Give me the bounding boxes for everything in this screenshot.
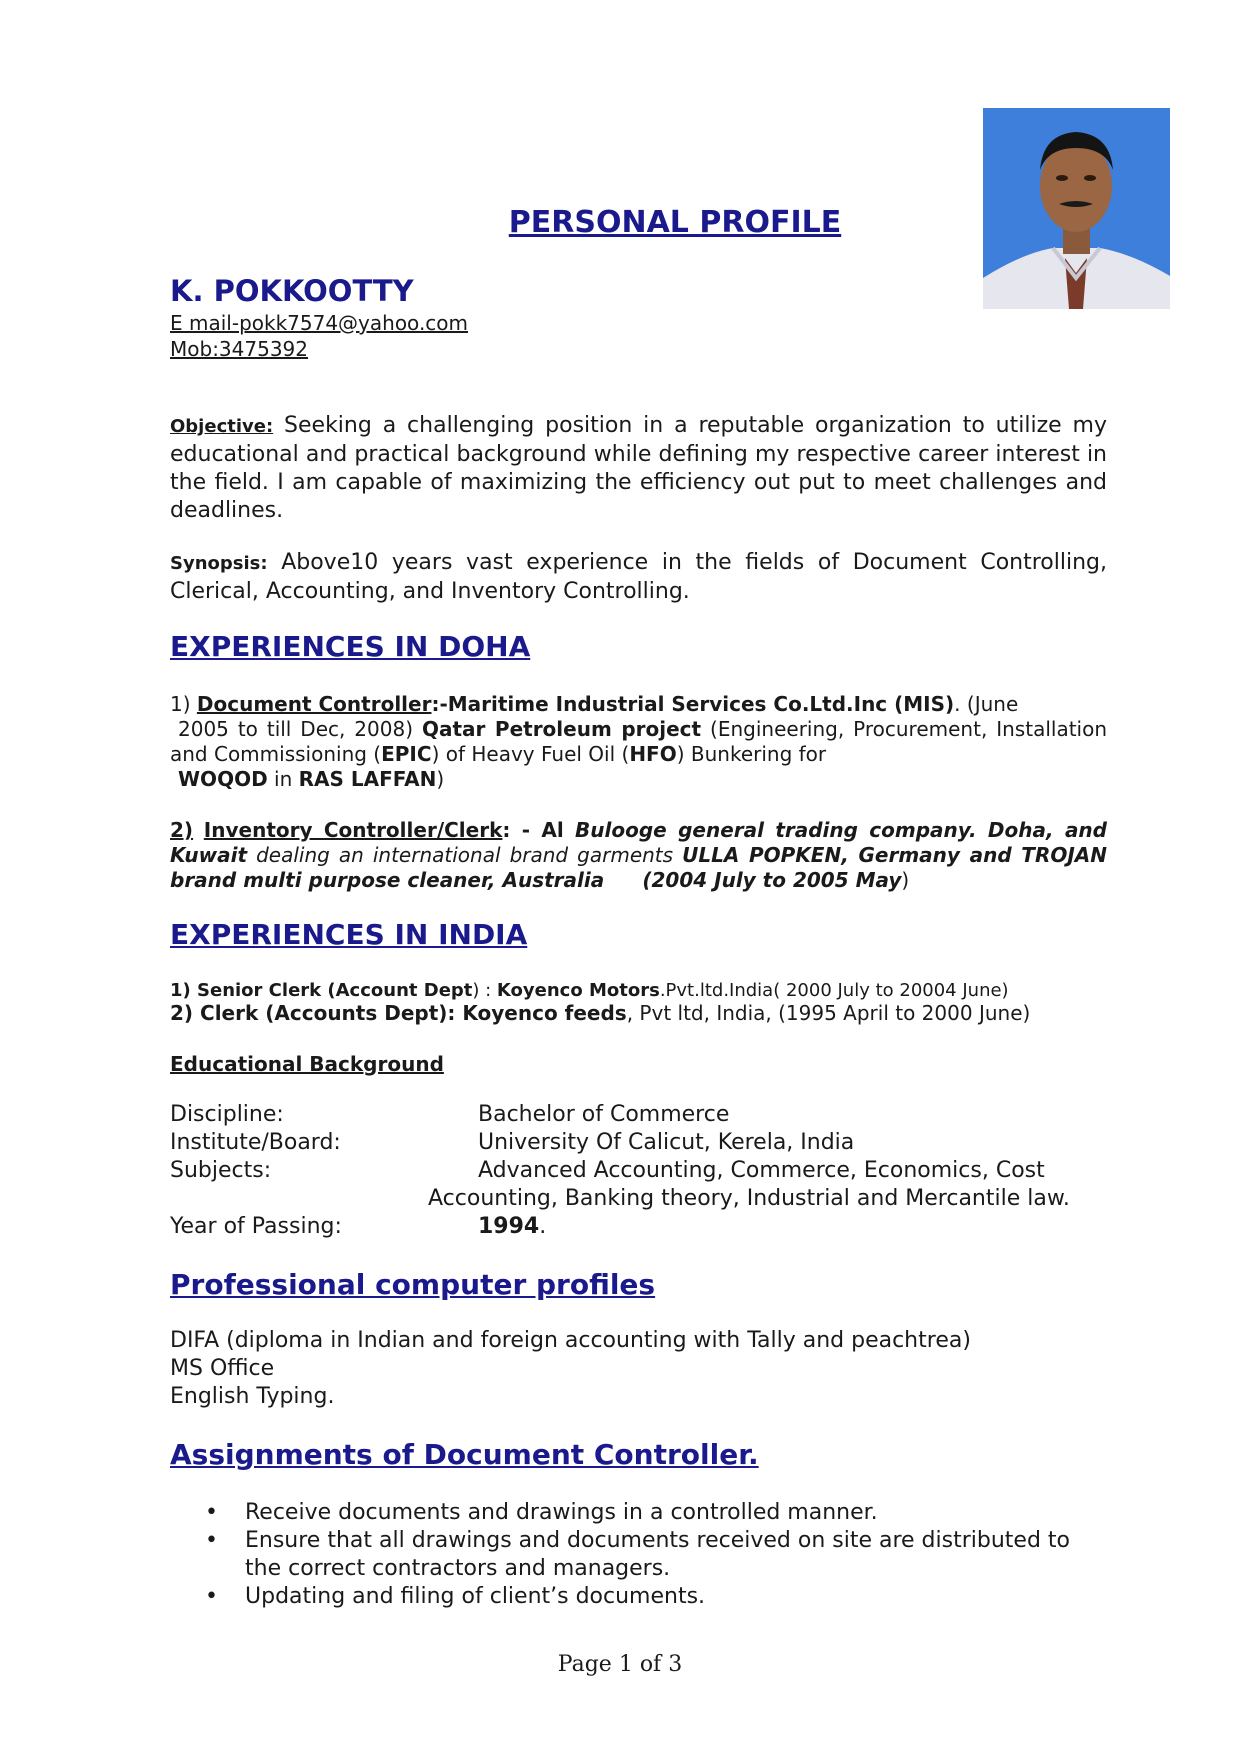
job1-text: ) (436, 767, 445, 791)
computer-line: DIFA (diploma in Indian and foreign accounting with Tally and peachtrea) (170, 1328, 971, 1353)
list-item-continued: the correct contractors and managers. (245, 1556, 671, 1581)
computer-line: English Typing. (170, 1384, 335, 1409)
email-line[interactable]: E mail-pokk7574@yahoo.com (170, 311, 469, 335)
job1-text: ) Bunkering for (676, 742, 827, 766)
job1-text: (Engineering, Procurement, Installation and Commissioning ( (170, 717, 1108, 766)
synopsis-text: Above10 years vast experience in the fields of Document Controlling, Clerical, Accounting, and Inventory Controlling. (170, 550, 1107, 604)
india-job-1 (170, 978, 1009, 1003)
job2-brand: ULLA POPKEN (682, 843, 842, 867)
job2-dates: (2004 July to 2005 May (642, 868, 902, 892)
india-job1-text: ) : (472, 980, 497, 1001)
education-value: University Of Calicut, Kerela, India (478, 1130, 855, 1155)
education-value: Bachelor of Commerce (478, 1102, 730, 1127)
bullet-icon: • (205, 1500, 218, 1525)
education-value: Advanced Accounting, Commerce, Economics, Cost (478, 1158, 1045, 1183)
job1-ras: RAS LAFFAN (298, 767, 437, 791)
doha-job-1 (170, 692, 1107, 792)
bullet-icon: • (205, 1528, 218, 1553)
india-job-2 (170, 1001, 1030, 1026)
india-job1-text: .Pvt.ltd.India( 2000 July to 20004 June) (659, 980, 1009, 1001)
india-job2-text: , Pvt ltd, India, (1995 April to 2000 June) (626, 1001, 1031, 1025)
job2-text: dealing an international brand garments (247, 843, 683, 867)
doha-job-2 (170, 818, 1107, 893)
job1-org: :-Maritime Industrial Services Co.Ltd.Inc (MIS) (431, 692, 955, 716)
education-label: Subjects: (170, 1158, 272, 1183)
list-item-text: Updating and filing of client’s documents. (245, 1584, 706, 1609)
objective-paragraph (170, 412, 1107, 525)
bullet-icon: • (205, 1584, 218, 1609)
education-label: Discipline: (170, 1102, 284, 1127)
india-heading: EXPERIENCES IN INDIA (170, 918, 528, 951)
india-job2-role: 2) Clerk (Accounts Dept): Koyenco feeds (170, 1001, 627, 1025)
computer-heading: Professional computer profiles (170, 1268, 656, 1301)
page-title: PERSONAL PROFILE (508, 205, 842, 240)
synopsis-paragraph (170, 549, 1107, 606)
job1-text: 2005 to till Dec, 2008) (178, 717, 422, 741)
computer-line: MS Office (170, 1356, 275, 1381)
subjects-continued: Accounting, Banking theory, Industrial and Mercantile law. (428, 1186, 1070, 1211)
job2-text: , Germany and TROJAN brand multi purpose cleaner, Australia (170, 843, 1107, 892)
synopsis-label: Synopsis: (170, 553, 268, 574)
year-value: 1994 (478, 1214, 540, 1239)
india-job1-company: Koyenco Motors (496, 980, 660, 1001)
mobile-line: Mob:3475392 (170, 337, 308, 361)
job1-text: ) of Heavy Fuel Oil ( (431, 742, 630, 766)
job2-number: 2) (170, 818, 194, 842)
job1-text: . (June (954, 692, 1019, 716)
list-item-text: Ensure that all drawings and documents received on site are distributed to (245, 1528, 1070, 1553)
job2-role: Inventory Controller/Clerk (203, 818, 503, 842)
education-label: Year of Passing: (170, 1214, 342, 1239)
assignments-heading: Assignments of Document Controller. (170, 1438, 759, 1471)
job2-text: : - Al (502, 818, 576, 842)
job1-project: Qatar Petroleum project (421, 717, 702, 741)
candidate-name: K. POKKOOTTY (170, 274, 414, 308)
objective-label: Objective: (170, 416, 274, 437)
objective-text: Seeking a challenging position in a reputable organization to utilize my educational and practical background while defining my respective career interest in the field. I am capable of maximizing the efficiency out put to meet challenges and deadlines. (170, 413, 1107, 523)
job1-epic: EPIC (381, 742, 432, 766)
job1-number: 1) (170, 692, 197, 716)
job2-text: ) (901, 868, 910, 892)
page-number: Page 1 of 3 (557, 1652, 683, 1677)
job2-company: Bulooge general trading company. Doha, and Kuwait (170, 818, 1107, 867)
job1-hfo: HFO (629, 742, 677, 766)
job1-text: in (267, 767, 299, 791)
year-dot: . (539, 1214, 547, 1239)
education-label: Institute/Board: (170, 1130, 341, 1155)
india-job1-role: 1) Senior Clerk (Account Dept (170, 980, 473, 1001)
job1-woqod: WOQOD (178, 767, 268, 791)
education-heading: Educational Background (170, 1052, 444, 1076)
doha-heading: EXPERIENCES IN DOHA (170, 630, 531, 663)
list-item-text: Receive documents and drawings in a controlled manner. (245, 1500, 878, 1525)
job1-role: Document Controller (196, 692, 432, 716)
